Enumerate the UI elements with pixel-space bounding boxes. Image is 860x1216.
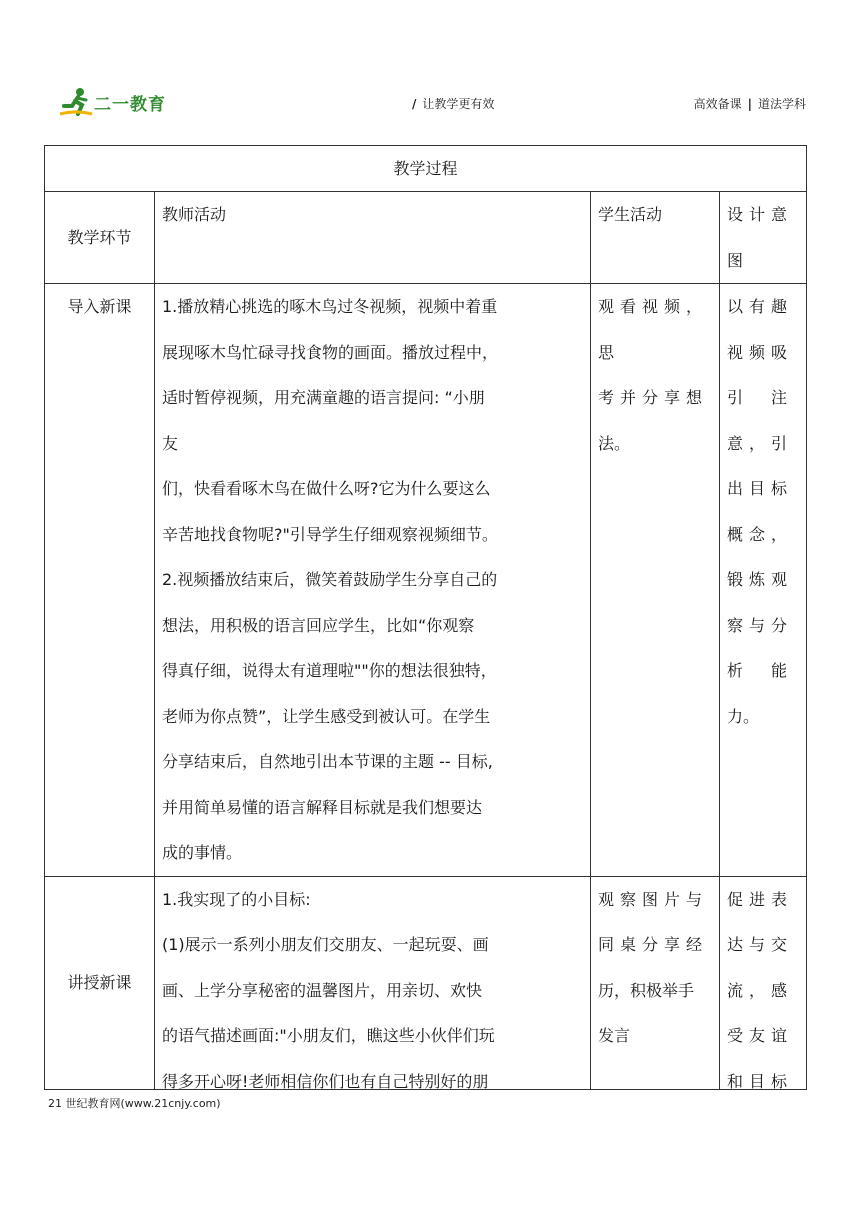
design-line: 流，感 [727,980,794,1000]
design-line: 以有趣 [727,297,794,316]
teacher-line: 展现啄木鸟忙碌寻找食物的画面。播放过程中， [162,342,499,362]
slogan [412,95,494,112]
design-line: 受友谊 [727,1026,794,1045]
teacher-line: 画、上学分享秘密的温馨图片，用亲切、欢快 [162,980,483,1000]
teacher-line: 并用简单易懂的语言解释目标就是我们想要达 [162,797,483,817]
design-line: 视频吸 [727,342,794,362]
teacher-line: 得多开心呀!老师相信你们也有自己特别好的朋 [162,1071,489,1089]
page-footer: 21 世纪教育网(www.21cnjy.com) [48,1097,221,1110]
header-section: 教学环节 [45,192,155,284]
teacher-line: 的语气描述画面:"小朋友们，瞧这些小伙伴们玩 [162,1026,495,1045]
row-student [591,284,720,877]
header-teacher: 教师活动 [155,192,591,284]
table-title: 教学过程 [45,146,807,192]
design-line: 引 注 [727,388,794,407]
header-design [720,192,807,284]
teacher-line: 友 [162,433,179,453]
student-line: 观看视频，思 [598,297,709,362]
design-line: 力。 [727,706,760,726]
design-line: 出目标 [727,479,794,498]
teacher-line: 老师为你点赞”，让学生感受到被认可。在学生 [162,706,491,726]
table-row [45,284,807,877]
design-line: 概念， [727,524,794,544]
teacher-line: 得真仔细，说得太有道理啦""你的想法很独特， [162,661,497,680]
teacher-line: 们，快看看啄木鸟在做什么呀?它为什么要这么 [162,479,491,498]
logo-text: 二一教育 [94,95,166,115]
teacher-line: 想法，用积极的语言回应学生，比如“你观察 [162,615,475,635]
teacher-line: (1)展示一系列小朋友们交朋友、一起玩耍、画 [162,935,489,954]
slogan-text: 让教学更有效 [422,97,495,111]
student-line: 考并分享想 [598,388,709,407]
row-teacher [155,876,591,1089]
design-line: 锻炼观 [727,570,794,589]
page-header [0,0,860,130]
design-line: 意，引 [727,433,794,453]
student-line: 观察图片与 [598,889,709,909]
teacher-line: 辛苦地找食物呢?"引导学生仔细观察视频细节。 [162,524,498,544]
row-section: 导入新课 [45,284,155,877]
row-teacher [155,284,591,877]
tagline [694,95,806,112]
table-title-row [45,146,807,192]
student-line: 同桌分享经 [598,935,709,954]
student-line: 法。 [598,433,631,453]
tagline-left: 高效备课 [693,97,742,111]
table-header-row [45,192,807,284]
student-line: 历，积极举手 [598,980,695,1000]
design-line: 析 能 [727,661,794,680]
teacher-line: 2.视频播放结束后，微笑着鼓励学生分享自己的 [162,570,498,589]
row-student [591,876,720,1089]
logo [58,86,178,120]
student-line: 发言 [598,1026,631,1045]
teacher-cell-clip [162,877,583,1089]
header-student: 学生活动 [591,192,720,284]
teacher-line: 分享结束后，自然地引出本节课的主题 -- 目标, [162,752,493,771]
header-design-line: 图 [727,250,744,270]
slogan-slash: / [412,97,417,111]
teacher-line: 成的事情。 [162,843,243,862]
tagline-right: 道法学科 [757,97,806,111]
row-section: 讲授新课 [45,876,155,1089]
design-cell-clip [727,877,799,1089]
design-line: 和目标 [727,1071,794,1089]
teacher-line: 1.我实现了的小目标: [162,889,311,909]
teaching-process-table [44,145,807,1090]
table-row [45,876,807,1089]
design-line: 达与交 [727,935,794,954]
row-design [720,876,807,1089]
teacher-line: 适时暂停视频，用充满童趣的语言提问: “小朋 [162,388,485,407]
row-design [720,284,807,877]
tagline-separator: | [747,97,752,111]
header-design-line: 设计意 [727,205,794,224]
teacher-line: 1.播放精心挑选的啄木鸟过冬视频，视频中着重 [162,297,498,316]
design-line: 察与分 [727,615,794,635]
runner-logo-icon [58,86,94,118]
design-line: 促进表 [727,889,794,909]
